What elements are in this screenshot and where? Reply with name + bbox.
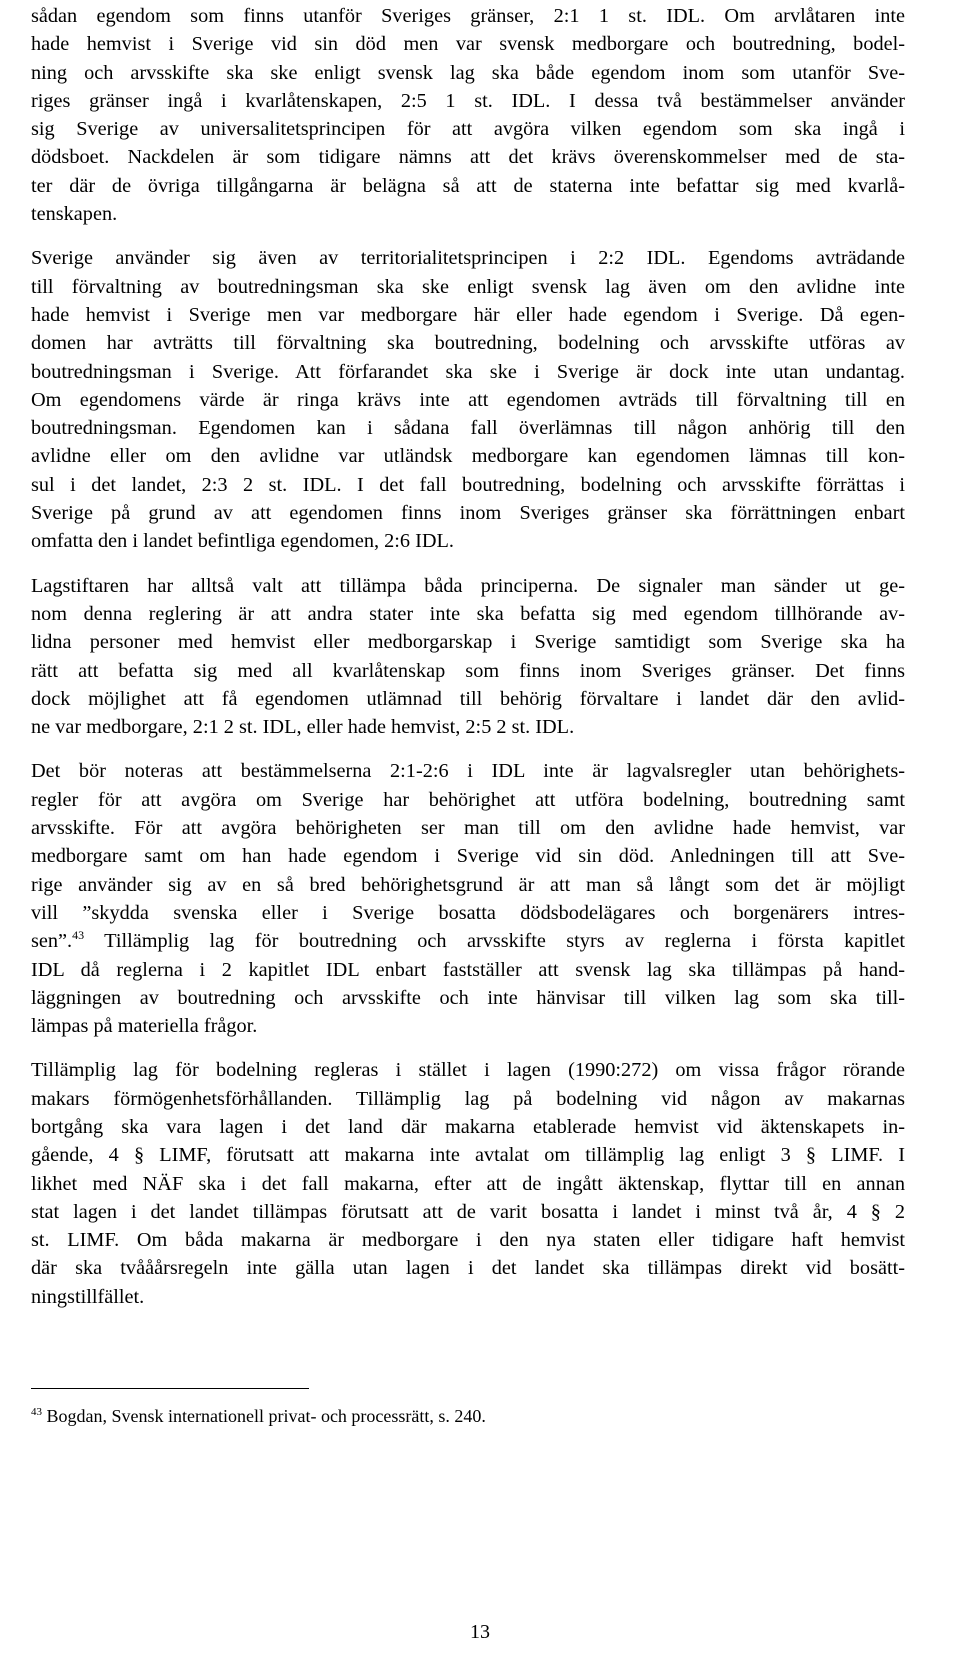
text-line: boutredningsman. Egendomen kan i sådana fall överlämnas till någon anhörig till den xyxy=(31,417,905,440)
text-line: till förvaltning av boutredningsman ska ske enligt svensk lag även om den avlidne inte xyxy=(31,275,905,298)
text-line: sådan egendom som finns utanför Sveriges gränser, 2:1 1 st. IDL. Om arvlåtaren inte xyxy=(31,5,905,27)
text-line-with-footnote xyxy=(31,927,905,955)
text-line: Sverige på grund av att egendomen finns inom Sveriges gränser ska förrättningen enbart xyxy=(31,502,905,525)
text-line: bortgång ska vara lagen i det land där makarna etablerade hemvist vid äktenskapets in- xyxy=(31,1115,905,1138)
paragraph-2 xyxy=(31,244,905,555)
footnote-reference[interactable]: 43 xyxy=(72,928,85,943)
text-line: avlidne eller om den avlidne var utländsk medborgare kan egendomen lämnas till kon- xyxy=(31,445,905,468)
text-line: lämpas på materiella frågor. xyxy=(31,1015,258,1038)
text-line: ningstillfället. xyxy=(31,1285,145,1308)
text-line: nom denna reglering är att andra stater inte ska befatta sig med egendom tillhörande av- xyxy=(31,602,905,625)
text-line: riges gränser ingå i kvarlåtenskapen, 2:5 1 st. IDL. I dessa två bestämmelser använder xyxy=(31,89,905,112)
text-line: ne var medborgare, 2:1 2 st. IDL, eller hade hemvist, 2:5 2 st. IDL. xyxy=(31,716,575,739)
text-line: dock möjlighet att få egendomen utlämnad till behörig förvaltare i landet där den avlid- xyxy=(31,687,905,710)
text-line: ter där de övriga tillgångarna är belägna så att de staterna inte befattar sig med kvarlå- xyxy=(31,174,905,197)
text-line: Tillämplig lag för bodelning regleras i stället i lagen (1990:272) om vissa frågor rörande xyxy=(31,1059,905,1082)
text-line: medborgare samt om han hade egendom i Sverige vid sin död. Anledningen till att Sve- xyxy=(31,845,905,868)
text-line: gående, 4 § LIMF, förutsatt att makarna inte avtalat om tillämplig lag enligt 3 § LIMF. I xyxy=(31,1144,905,1167)
footnote-text: Bogdan, Svensk internationell privat- och processrätt, s. 240. xyxy=(42,1406,486,1426)
paragraph-3 xyxy=(31,572,905,742)
text-line: IDL då reglerna i 2 kapitlet IDL enbart fastställer att svensk lag ska tillämpas på hand- xyxy=(31,958,905,981)
text-line: Sverige använder sig även av territorialitetsprincipen i 2:2 IDL. Egendoms avträdande xyxy=(31,247,905,270)
paragraph-5 xyxy=(31,1056,905,1311)
text-line: hade hemvist i Sverige men var medborgare här eller hade egendom i Sverige. Då egen- xyxy=(31,303,905,326)
text-line: sig Sverige av universalitetsprincipen för att avgöra vilken egendom som ska ingå i xyxy=(31,118,905,141)
text-line: likhet med NÄF ska i det fall makarna, efter att de ingått äktenskap, flyttar till en annan xyxy=(31,1172,905,1195)
text-line: sul i det landet, 2:3 2 st. IDL. I det fall boutredning, bodelning och arvsskifte förrättas i xyxy=(31,473,905,496)
text-line: ning och arvsskifte ska ske enligt svensk lag ska både egendom inom som utanför Sve- xyxy=(31,61,905,84)
footnote xyxy=(31,1404,486,1428)
text-line: makars förmögenhetsförhållanden. Tillämplig lag på bodelning vid någon av makarnas xyxy=(31,1087,905,1110)
text-line: Om egendomens värde är ringa krävs inte att egendomen avträds till förvaltning till en xyxy=(31,388,905,411)
paragraph-1 xyxy=(31,2,905,228)
footnote-number: 43 xyxy=(31,1406,42,1418)
text-line: rätt att befatta sig med all kvarlåtenskap som finns inom Sveriges gränser. Det finns xyxy=(31,659,905,682)
text-line: hade hemvist i Sverige vid sin död men var svensk medborgare och boutredning, bodel- xyxy=(31,33,905,56)
paragraph-4 xyxy=(31,757,905,1040)
text-line: tenskapen. xyxy=(31,203,118,226)
text-line: lidna personer med hemvist eller medborgarskap i Sverige samtidigt som Sverige ska ha xyxy=(31,631,905,654)
text-line: rige använder sig av en så bred behörighetsgrund är att man så långt som det är möjligt xyxy=(31,873,905,896)
text-line: vill ”skydda svenska eller i Sverige bosatta dödsbodelägares och borgenärers intres- xyxy=(31,901,905,924)
text-fragment: Tillämplig lag för boutredning och arvsskifte styrs av reglerna i första kapitlet xyxy=(84,930,905,953)
text-line: dödsboet. Nackdelen är som tidigare nämns att det krävs överenskommelser med de sta- xyxy=(31,146,905,169)
text-line: boutredningsman i Sverige. Att förfarandet ska ske i Sverige är dock inte utan undantag. xyxy=(31,360,905,383)
text-fragment: sen”. xyxy=(31,930,73,953)
text-line: omfatta den i landet befintliga egendomen, 2:6 IDL. xyxy=(31,530,454,553)
page-number: 13 xyxy=(470,1621,490,1643)
text-line: stat lagen i det landet tillämpas förutsatt att de varit bosatta i landet i minst två år, 4 § 2 xyxy=(31,1200,905,1223)
text-line: Det bör noteras att bestämmelserna 2:1-2:6 i IDL inte är lagvalsregler utan behörighets- xyxy=(31,760,905,783)
text-line: domen har avträtts till förvaltning ska boutredning, bodelning och arvsskifte utföras av xyxy=(31,332,905,355)
document-body xyxy=(31,2,905,1311)
text-line: regler för att avgöra om Sverige har behörighet att utföra bodelning, boutredning samt xyxy=(31,788,905,811)
text-line: st. LIMF. Om båda makarna är medborgare i den nya staten eller tidigare haft hemvist xyxy=(31,1229,905,1252)
text-line: Lagstiftaren har alltså valt att tillämpa båda principerna. De signaler man sänder ut ge- xyxy=(31,574,905,597)
text-line: där ska tvååårsregeln inte gälla utan lagen i det landet ska tillämpas direkt vid bosätt- xyxy=(31,1257,905,1280)
text-line: läggningen av boutredning och arvsskifte och inte hänvisar till vilken lag som ska till- xyxy=(31,986,905,1009)
footnote-divider xyxy=(31,1388,309,1389)
text-line: arvsskifte. För att avgöra behörigheten ser man till om den avlidne hade hemvist, var xyxy=(31,817,905,840)
